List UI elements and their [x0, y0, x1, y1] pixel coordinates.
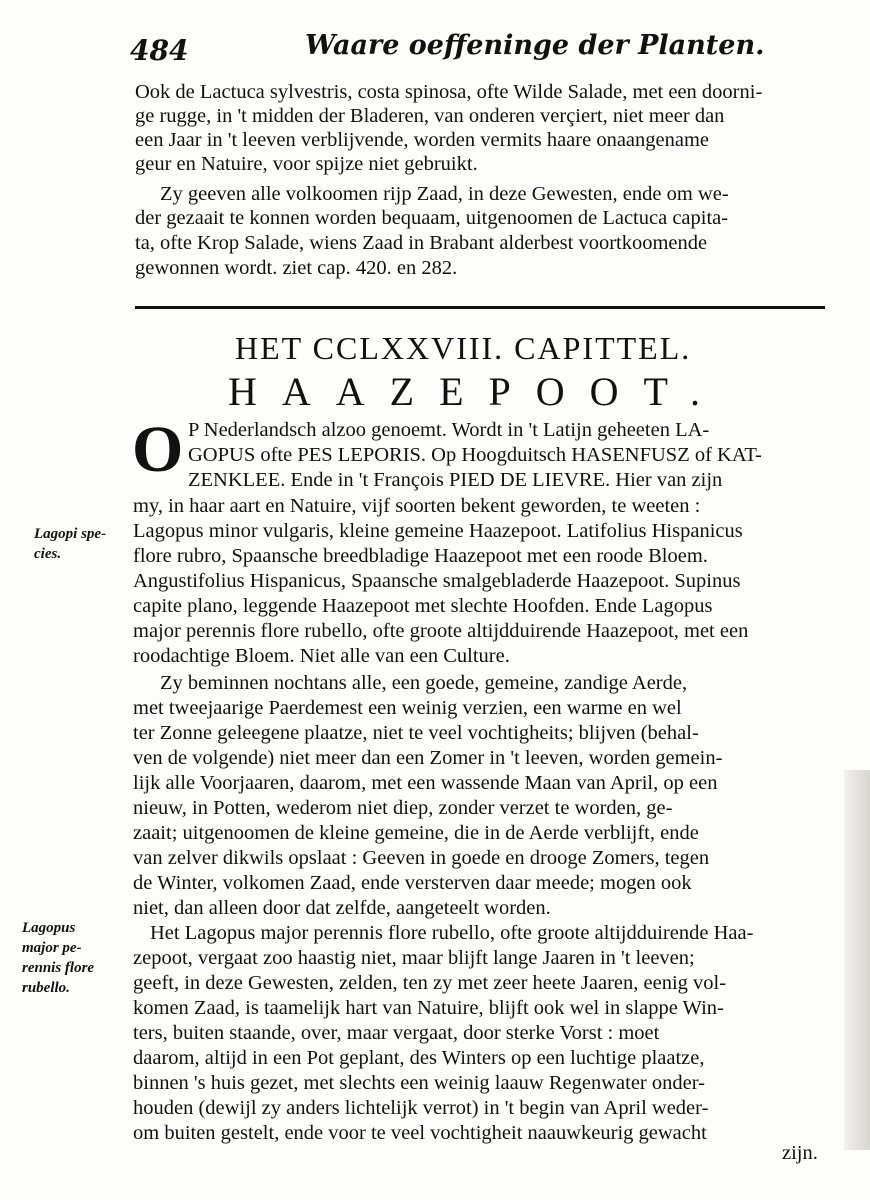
text-line: lijk alle Voorjaaren, daarom, met een wassende Maan van April, op een: [133, 772, 718, 794]
margin-note-line: rennis flore: [22, 960, 95, 976]
chapter-heading: HET CCLXXVIII. CAPITTEL.: [235, 330, 692, 366]
page-header: [130, 30, 830, 70]
text-line: om buiten gestelt, ende voor te veel vochtigheit naauwkeurig gewacht: [133, 1122, 707, 1144]
text-line: komen Zaad, is taamelijk hart van Natuire, blijft ook wel in slappe Win-: [133, 997, 724, 1019]
text-line: Ook de Lactuca sylvestris, costa spinosa, ofte Wilde Salade, met een doorni-: [135, 81, 763, 103]
margin-note-line: Lagopi spe-: [34, 526, 107, 542]
text-line: zepoot, vergaat zoo haastig niet, maar blijft lange Jaaren in 't leeven;: [133, 947, 695, 969]
text-line: roodachtige Bloem. Niet alle van een Culture.: [133, 645, 510, 667]
text-line: niet, dan alleen door dat zelfde, aangeteelt worden.: [133, 897, 551, 919]
running-title: Waare oeffeninge der Planten.: [305, 30, 765, 61]
margin-note-line: major pe-: [22, 940, 82, 956]
text-line: flore rubro, Spaansche breedbladige Haazepoot met een roode Bloem.: [133, 545, 708, 567]
text-line: ZENKLEE. Ende in 't François PIED DE LIEVRE. Hier van zijn: [188, 469, 723, 491]
text-line: houden (dewijl zy anders lichtelijk verrot) in 't begin van April weder-: [133, 1097, 709, 1119]
text-line: van zelver dikwils opslaat : Geeven in goede en drooge Zomers, tegen: [133, 847, 710, 869]
text-line: geeft, in deze Gewesten, zelden, ten zy met zeer heete Jaaren, eenig vol-: [133, 972, 727, 994]
text-line: ta, ofte Krop Salade, wiens Zaad in Brabant alderbest voortkoomende: [135, 232, 708, 254]
text-line: zaait; uitgenoomen de kleine gemeine, die in de Aerde verblijft, ende: [133, 822, 699, 844]
text-line: Zy geeven alle volkoomen rijp Zaad, in deze Gewesten, ende om we-: [160, 183, 729, 205]
text-line: my, in haar aart en Natuire, vijf soorten bekent geworden, te weeten :: [133, 495, 701, 517]
text-line: met tweejaarige Paerdemest een weinig verzien, een warme en wel: [133, 697, 682, 719]
text-line: P Nederlandsch alzoo genoemt. Wordt in 't Latijn geheeten LA-: [188, 419, 710, 441]
plant-name-title: HAAZEPOOT.: [228, 369, 726, 414]
text-line: gewonnen wordt. ziet cap. 420. en 282.: [135, 257, 458, 279]
text-line: een Jaar in 't leeven verblijvende, worden vermits haare onaangename: [135, 129, 710, 151]
page-edge-shadow: [844, 770, 870, 1150]
margin-note-lagopus: [22, 918, 94, 998]
text-line: nieuw, in Potten, wederom niet diep, zonder verzet te worden, ge-: [133, 797, 673, 819]
margin-note-line: rubello.: [22, 980, 70, 996]
text-line: daarom, altijd in een Pot geplant, des Winters op een luchtige plaatze,: [133, 1047, 705, 1069]
text-line: Angustifolius Hispanicus, Spaansche smalgebladerde Haazepoot. Supinus: [133, 570, 741, 592]
text-line: ge rugge, in 't midden der Bladeren, van onderen verçiert, niet meer dan: [135, 105, 725, 127]
text-line: ter Zonne geleegene plaatze, niet te veel vochtigheits; blijven (behal-: [133, 722, 699, 744]
text-line: Lagopus minor vulgaris, kleine gemeine Haazepoot. Latifolius Hispanicus: [133, 520, 743, 542]
text-line: ters, buiten staande, over, maar vergaat, door sterke Vorst : moet: [133, 1022, 660, 1044]
text-line: binnen 's huis gezet, met slechts een weinig laauw Regenwater onder-: [133, 1072, 705, 1094]
text-line: zijn.: [782, 1142, 818, 1164]
page-number: 484: [130, 34, 189, 67]
margin-note-line: Lagopus: [22, 920, 76, 936]
text-line: major perennis flore rubello, ofte groote altijdduirende Haazepoot, met een: [133, 620, 749, 642]
text-line: de Winter, volkomen Zaad, ende versterven daar meede; mogen ook: [133, 872, 692, 894]
drop-cap: O: [132, 413, 184, 486]
text-line: geur en Natuire, voor spijze niet gebruikt.: [135, 153, 478, 175]
text-line: Zy beminnen nochtans alle, een goede, gemeine, zandige Aerde,: [160, 672, 688, 694]
text-line: ven de volgende) niet meer dan een Zomer in 't leeven, worden gemein-: [133, 747, 723, 769]
section-divider: [135, 306, 825, 309]
text-line: Het Lagopus major perennis flore rubello, ofte groote altijdduirende Haa-: [150, 922, 754, 944]
text-line: capite plano, leggende Haazepoot met slechte Hoofden. Ende Lagopus: [133, 595, 713, 617]
margin-note-line: cies.: [34, 546, 62, 562]
text-line: GOPUS ofte PES LEPORIS. Op Hoogduitsch HASENFUSZ of KAT-: [188, 444, 762, 466]
text-line: der gezaait te konnen worden bequaam, uitgenoomen de Lactuca capita-: [135, 207, 729, 229]
margin-note-lagopi: [34, 524, 106, 564]
